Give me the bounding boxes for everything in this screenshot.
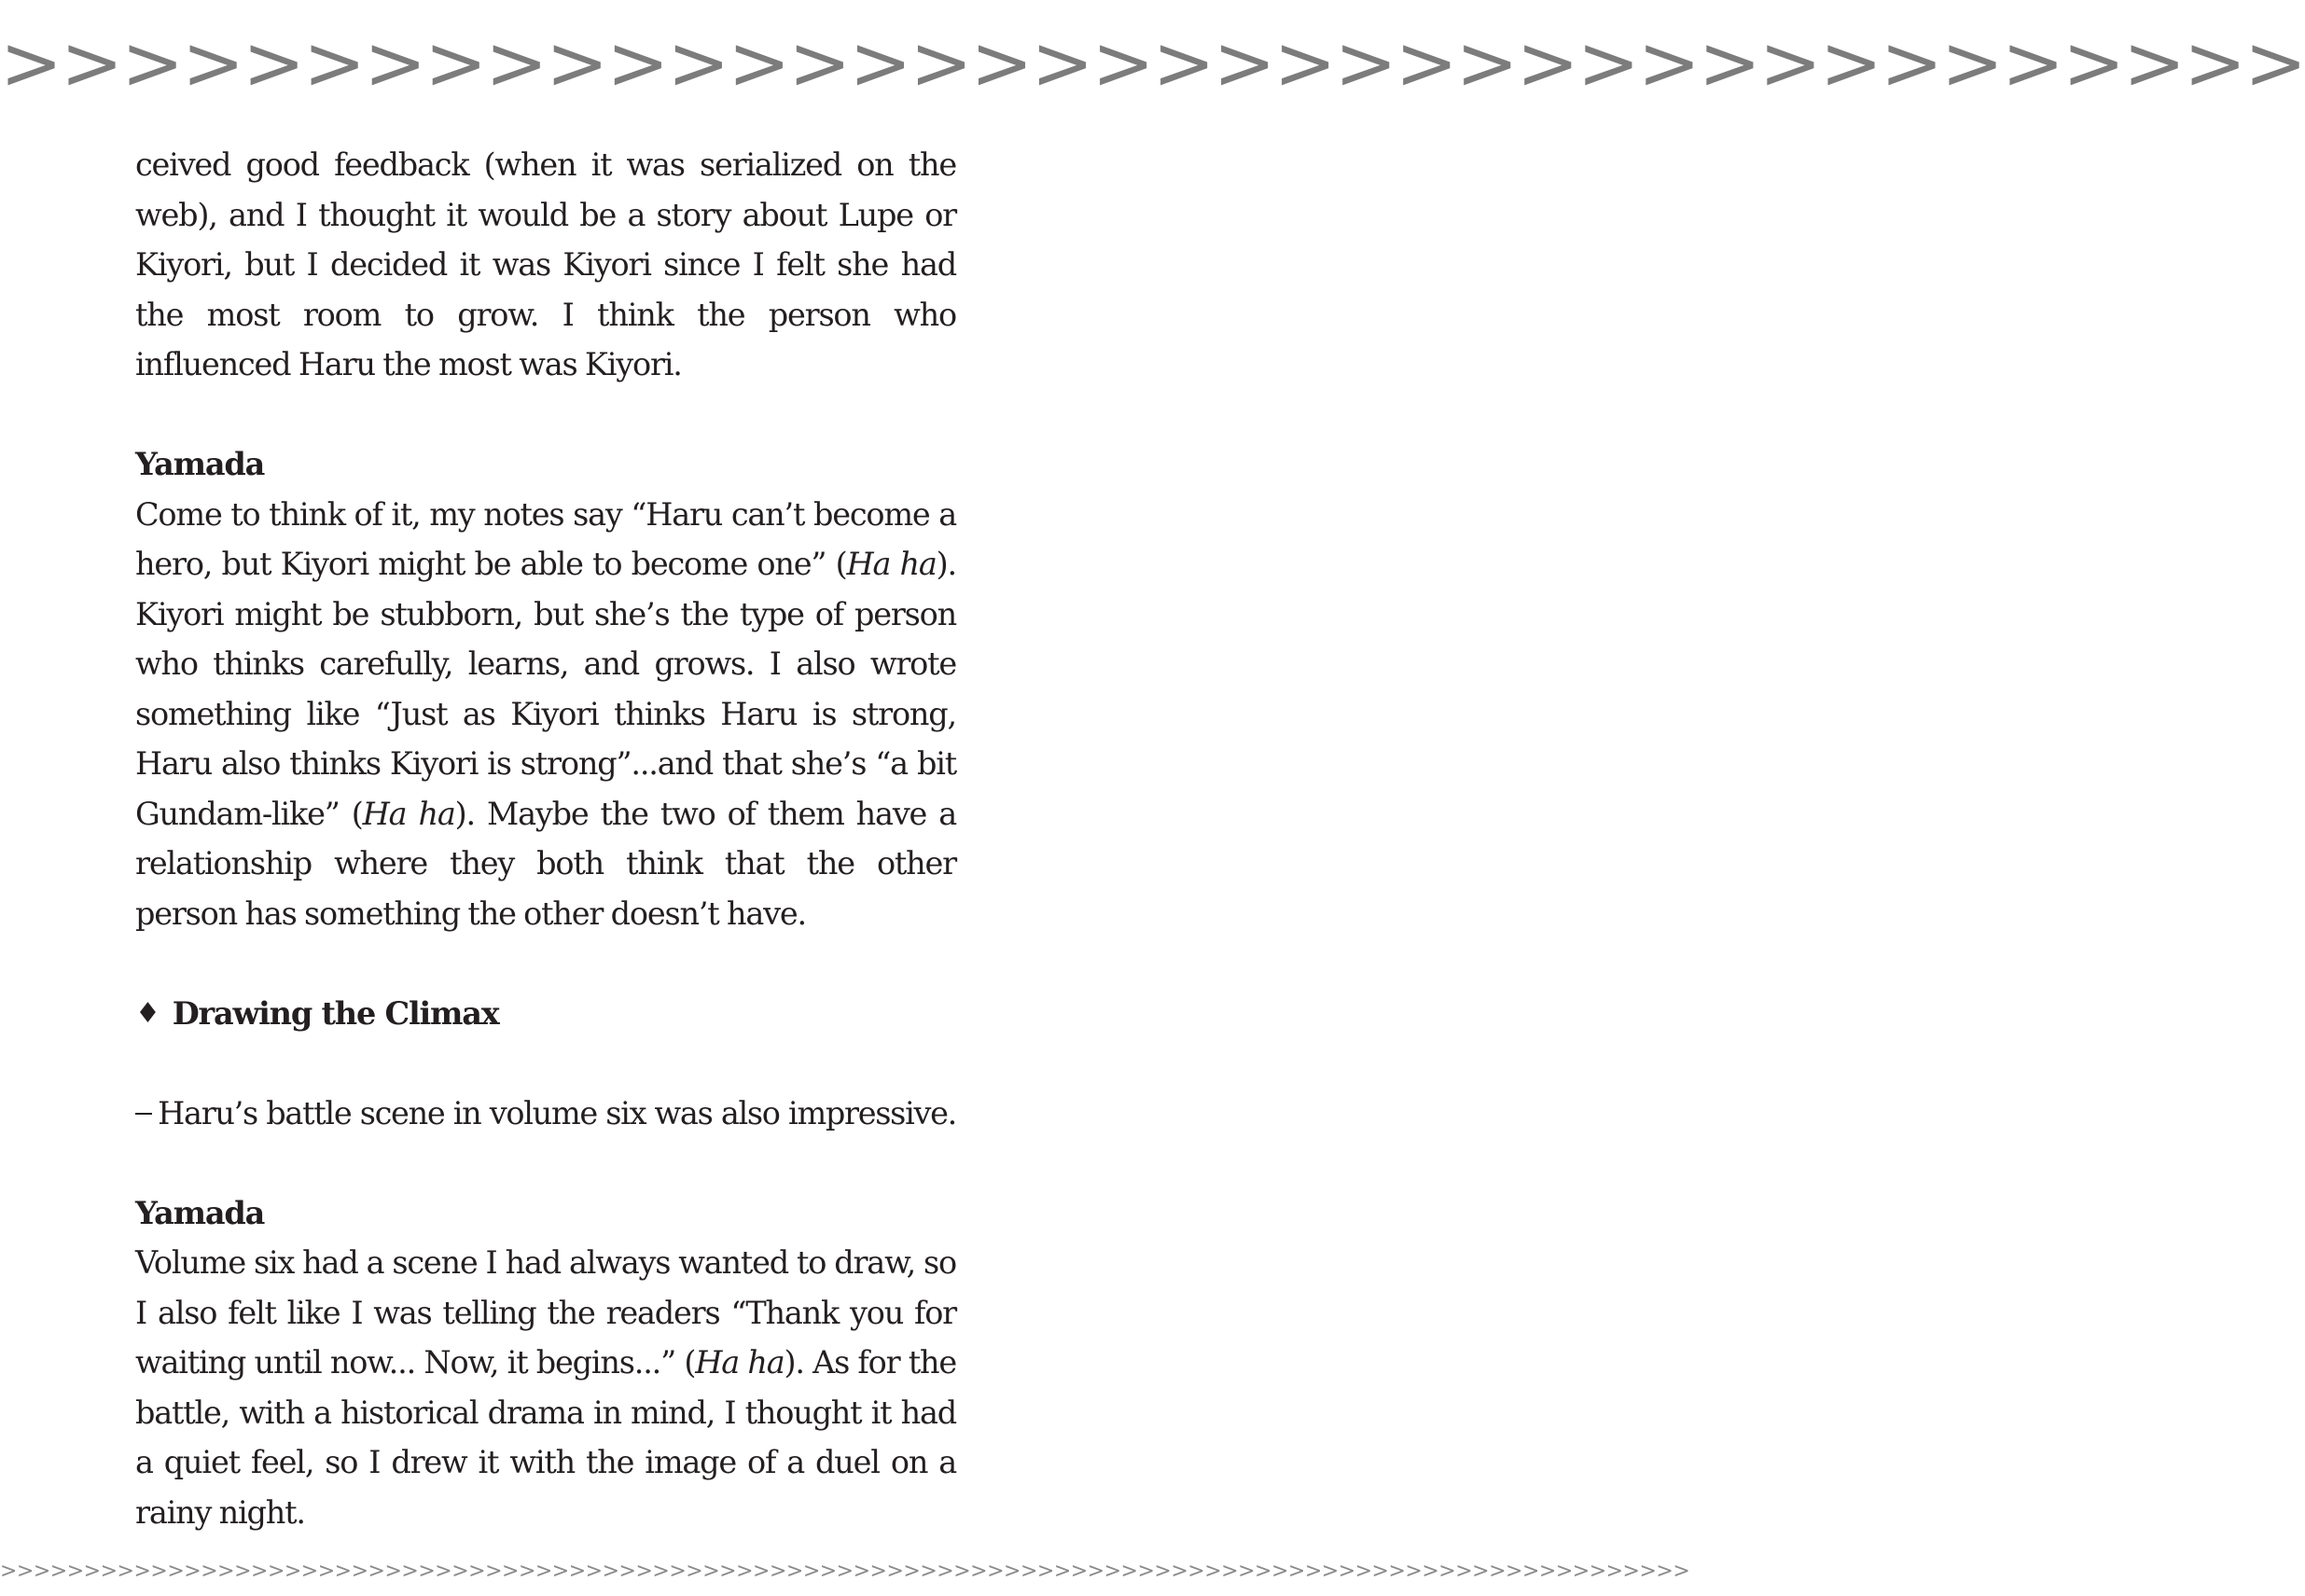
- answer-text: ). As for the battle, with a historical drama in mind, I thought it had a quiet feel, so I drew it with the image of a duel on a rainy night.: [135, 1344, 956, 1531]
- section-heading: [135, 989, 956, 1039]
- laugh-italic: Ha ha: [695, 1344, 785, 1381]
- spacer: [135, 390, 956, 440]
- interviewer-question: [135, 1089, 956, 1139]
- laugh-italic: Ha ha: [846, 546, 937, 582]
- chevron-border-bottom: >>>>>>>>>>>>>>>>>>>>>>>>>>>>>>>>>>>>>>>>>>>>>>>>>>>>>>>>>>>>>>>>>>>>>>>>>>>>>>>>>>>>>>>>>>>>>>>>>>>>>: [0, 1560, 1690, 1583]
- spacer: [135, 1138, 956, 1188]
- diamond-bullet-icon: ♦: [135, 996, 160, 1030]
- spacer: [135, 938, 956, 989]
- chevron-border-top: >>>>>>>>>>>>>>>>>>>>>>>>>>>>>>>>>>>>>>: [0, 20, 2305, 106]
- speaker-answer: [135, 1238, 956, 1537]
- answer-text: ). Kiyori might be stubborn, but she’s the type of person who thinks carefully, learns, and grows. I also wrote something like “Just as Kiyori thinks Haru is strong, Haru also thinks Kiyori is strong”...and that she’s “a bit Gundam-like” (: [135, 546, 956, 832]
- speaker-name: Yamada: [135, 1194, 265, 1231]
- speaker-answer: [135, 490, 956, 939]
- page-content: [135, 140, 956, 1537]
- section-heading-text: Drawing the Climax: [172, 994, 499, 1032]
- speaker-name: Yamada: [135, 446, 265, 482]
- question-text: Haru’s battle scene in volume six was also impressive.: [158, 1094, 956, 1131]
- paragraph-continuation: ceived good feedback (when it was serialized on the web), and I thought it would be a story about Lupe or Kiyori, but I decided it was Kiyori since I felt she had the most room to grow. I think the person who influenced Haru the most was Kiyori.: [135, 146, 956, 382]
- laugh-italic: Ha ha: [362, 795, 455, 832]
- em-dash-rule: [135, 1113, 152, 1115]
- answer-text: Volume six had a scene I had always wanted to draw, so I also felt like I was telling the readers “Thank you for waiting until now... Now, it begins...” (: [135, 1244, 956, 1381]
- spacer: [135, 1038, 956, 1089]
- answer-text: ). Maybe the two of them have a relationship where they both think that the other person has something the other doesn’t have.: [135, 795, 957, 932]
- answer-text: Come to think of it, my notes say “Haru can’t become a hero, but Kiyori might be able to become one” (: [135, 495, 956, 582]
